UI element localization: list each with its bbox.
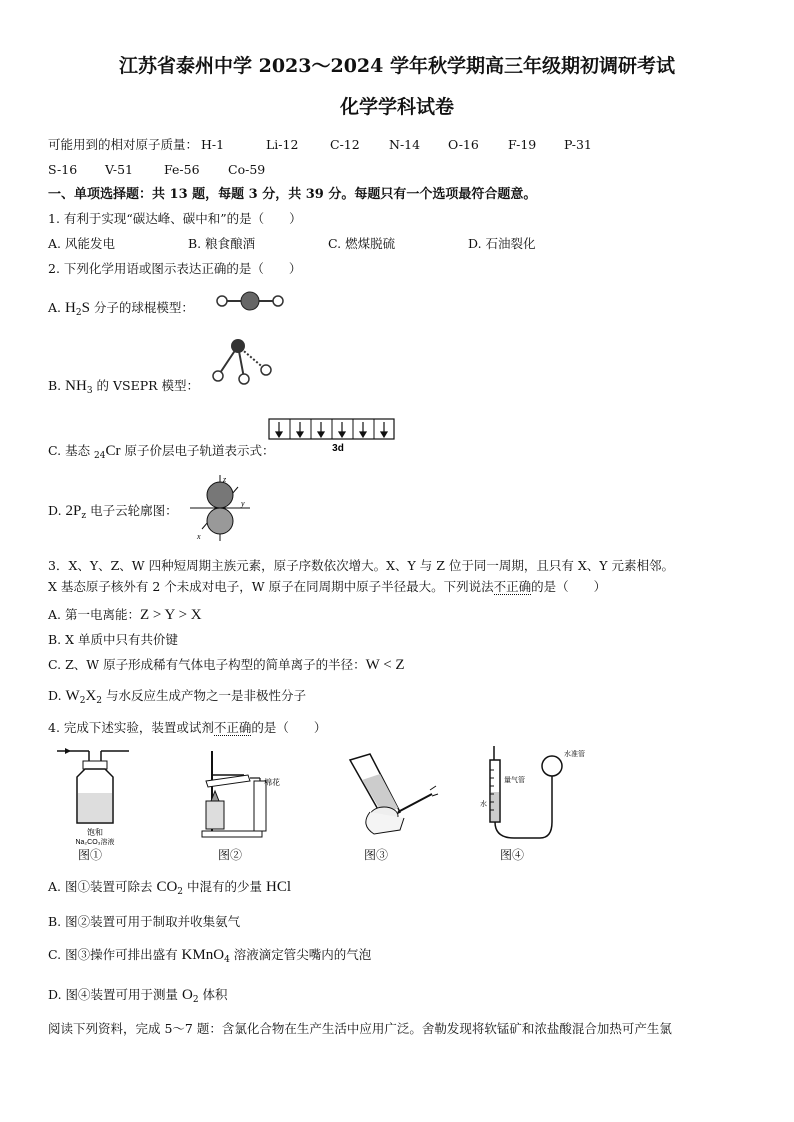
axis-y: y xyxy=(241,499,245,508)
q3-line2: X 基态原子核外有 2 个未成对电子，W 原子在同周期中原子半径最大。下列说法不正确的是（ ） xyxy=(48,579,607,594)
exam-title: 江苏省泰州中学 2023～2024 学年秋学期高三年级期初调研考试 xyxy=(119,55,675,77)
q3-option-a: A. 第一电离能：Z > Y > X xyxy=(48,607,202,623)
mass-item: C-12 xyxy=(330,137,360,152)
q2-option-c: C. 基态 $_{24}$Cr 原子价层电子轨道表示式： xyxy=(48,443,275,461)
q3-line1: 3．X、Y、Z、W 四种短周期主族元素，原子序数依次增大。X、Y 与 Z 位于同一周期，且只有 X、Y 元素相邻。 xyxy=(48,558,674,573)
mass-item: S-16 xyxy=(48,162,78,177)
q4-emphasis: 不正确 xyxy=(213,720,252,735)
mass-item: N-14 xyxy=(389,137,421,152)
h2s-ball-stick-model xyxy=(210,290,290,312)
reading-passage: 阅读下列资料，完成 5～7 题：含氯化合物在生产生活中应用广泛。舍勒发现将软锰矿和浓盐酸混合加热可产生氯 xyxy=(48,1021,672,1036)
fig2-label: 棉花 xyxy=(264,778,280,787)
mass-item: P-31 xyxy=(564,137,592,152)
fig3-burette-operation xyxy=(340,750,440,840)
fig1-label-2: Na₂CO₃溶液 xyxy=(75,839,115,846)
q1-stem: 1. 有利于实现“碳达峰、碳中和”的是（ ） xyxy=(48,211,302,226)
q4-stem: 4. 完成下述实验，装置或试剂不正确的是（ ） xyxy=(48,720,327,735)
axis-z: z xyxy=(223,475,227,484)
q2-option-a: A. $H_2S$ 分子的球棍模型： xyxy=(48,300,194,318)
exam-subtitle: 化学学科试卷 xyxy=(339,96,454,118)
q2-option-d: D. $2P_z$ 电子云轮廓图： xyxy=(48,503,178,521)
fig4-gas-measuring xyxy=(480,742,585,844)
q3-emphasis: 不正确 xyxy=(493,579,532,594)
fig1-label-1: 饱和 xyxy=(87,828,103,837)
q1-option-d: D. 石油裂化 xyxy=(468,236,536,251)
q4-option-b: B. 图②装置可用于制取并收集氨气 xyxy=(48,914,241,929)
fig4-label-level: 水准管 xyxy=(564,751,585,758)
q3-option-b: B. X 单质中只有共价键 xyxy=(48,632,179,647)
mass-item: V-51 xyxy=(105,162,134,177)
orbital-label: 3d xyxy=(332,443,344,454)
nh3-vsepr-model xyxy=(204,332,278,388)
pz-electron-cloud xyxy=(188,473,252,543)
q3-option-d: D. $W_2X_2$ 与水反应生成产物之一是非极性分子 xyxy=(48,688,306,706)
axis-x: x xyxy=(197,532,201,541)
section-heading: 一、单项选择题：共 13 题，每题 3 分，共 39 分。每题只有一个选项最符合题意。 xyxy=(48,187,537,202)
fig4-label-water: 水 xyxy=(480,801,487,808)
mass-item: F-19 xyxy=(508,137,537,152)
q1-option-a: A. 风能发电 xyxy=(48,236,115,251)
fig4-label-tube: 量气管 xyxy=(504,777,525,784)
q2-stem: 2. 下列化学用语或图示表达正确的是（ ） xyxy=(48,261,302,276)
q4-option-d: D. 图④装置可用于测量 $O_2$ 体积 xyxy=(48,987,228,1005)
fig3-caption: 图③ xyxy=(364,848,389,862)
fig2-caption: 图② xyxy=(218,848,243,862)
mass-item: H-1 xyxy=(201,137,225,152)
q1-option-b: B. 粮食酿酒 xyxy=(188,236,256,251)
q3-option-c: C. Z、W 原子形成稀有气体电子构型的简单离子的半径：W < Z xyxy=(48,657,405,673)
masses-label: 可能用到的相对原子质量： xyxy=(48,137,199,152)
mass-item: O-16 xyxy=(448,137,479,152)
fig1-gas-washing-bottle xyxy=(55,745,145,845)
fig1-caption: 图① xyxy=(78,848,103,862)
q1-option-c: C. 燃煤脱硫 xyxy=(328,236,396,251)
q4-option-a: A. 图①装置可除去 $CO_2$ 中混有的少量 HCl xyxy=(48,879,291,897)
mass-item: Co-59 xyxy=(228,162,266,177)
fig4-caption: 图④ xyxy=(500,848,525,862)
mass-item: Li-12 xyxy=(266,137,299,152)
cr-3d-orbital-diagram xyxy=(268,418,396,454)
q2-option-b: B. $NH_3$ 的 VSEPR 模型： xyxy=(48,378,200,396)
q4-option-c: C. 图③操作可排出盛有 KMnO$_4$ 溶液滴定管尖嘴内的气泡 xyxy=(48,947,372,965)
fig2-ammonia-apparatus xyxy=(198,745,288,845)
mass-item: Fe-56 xyxy=(164,162,200,177)
